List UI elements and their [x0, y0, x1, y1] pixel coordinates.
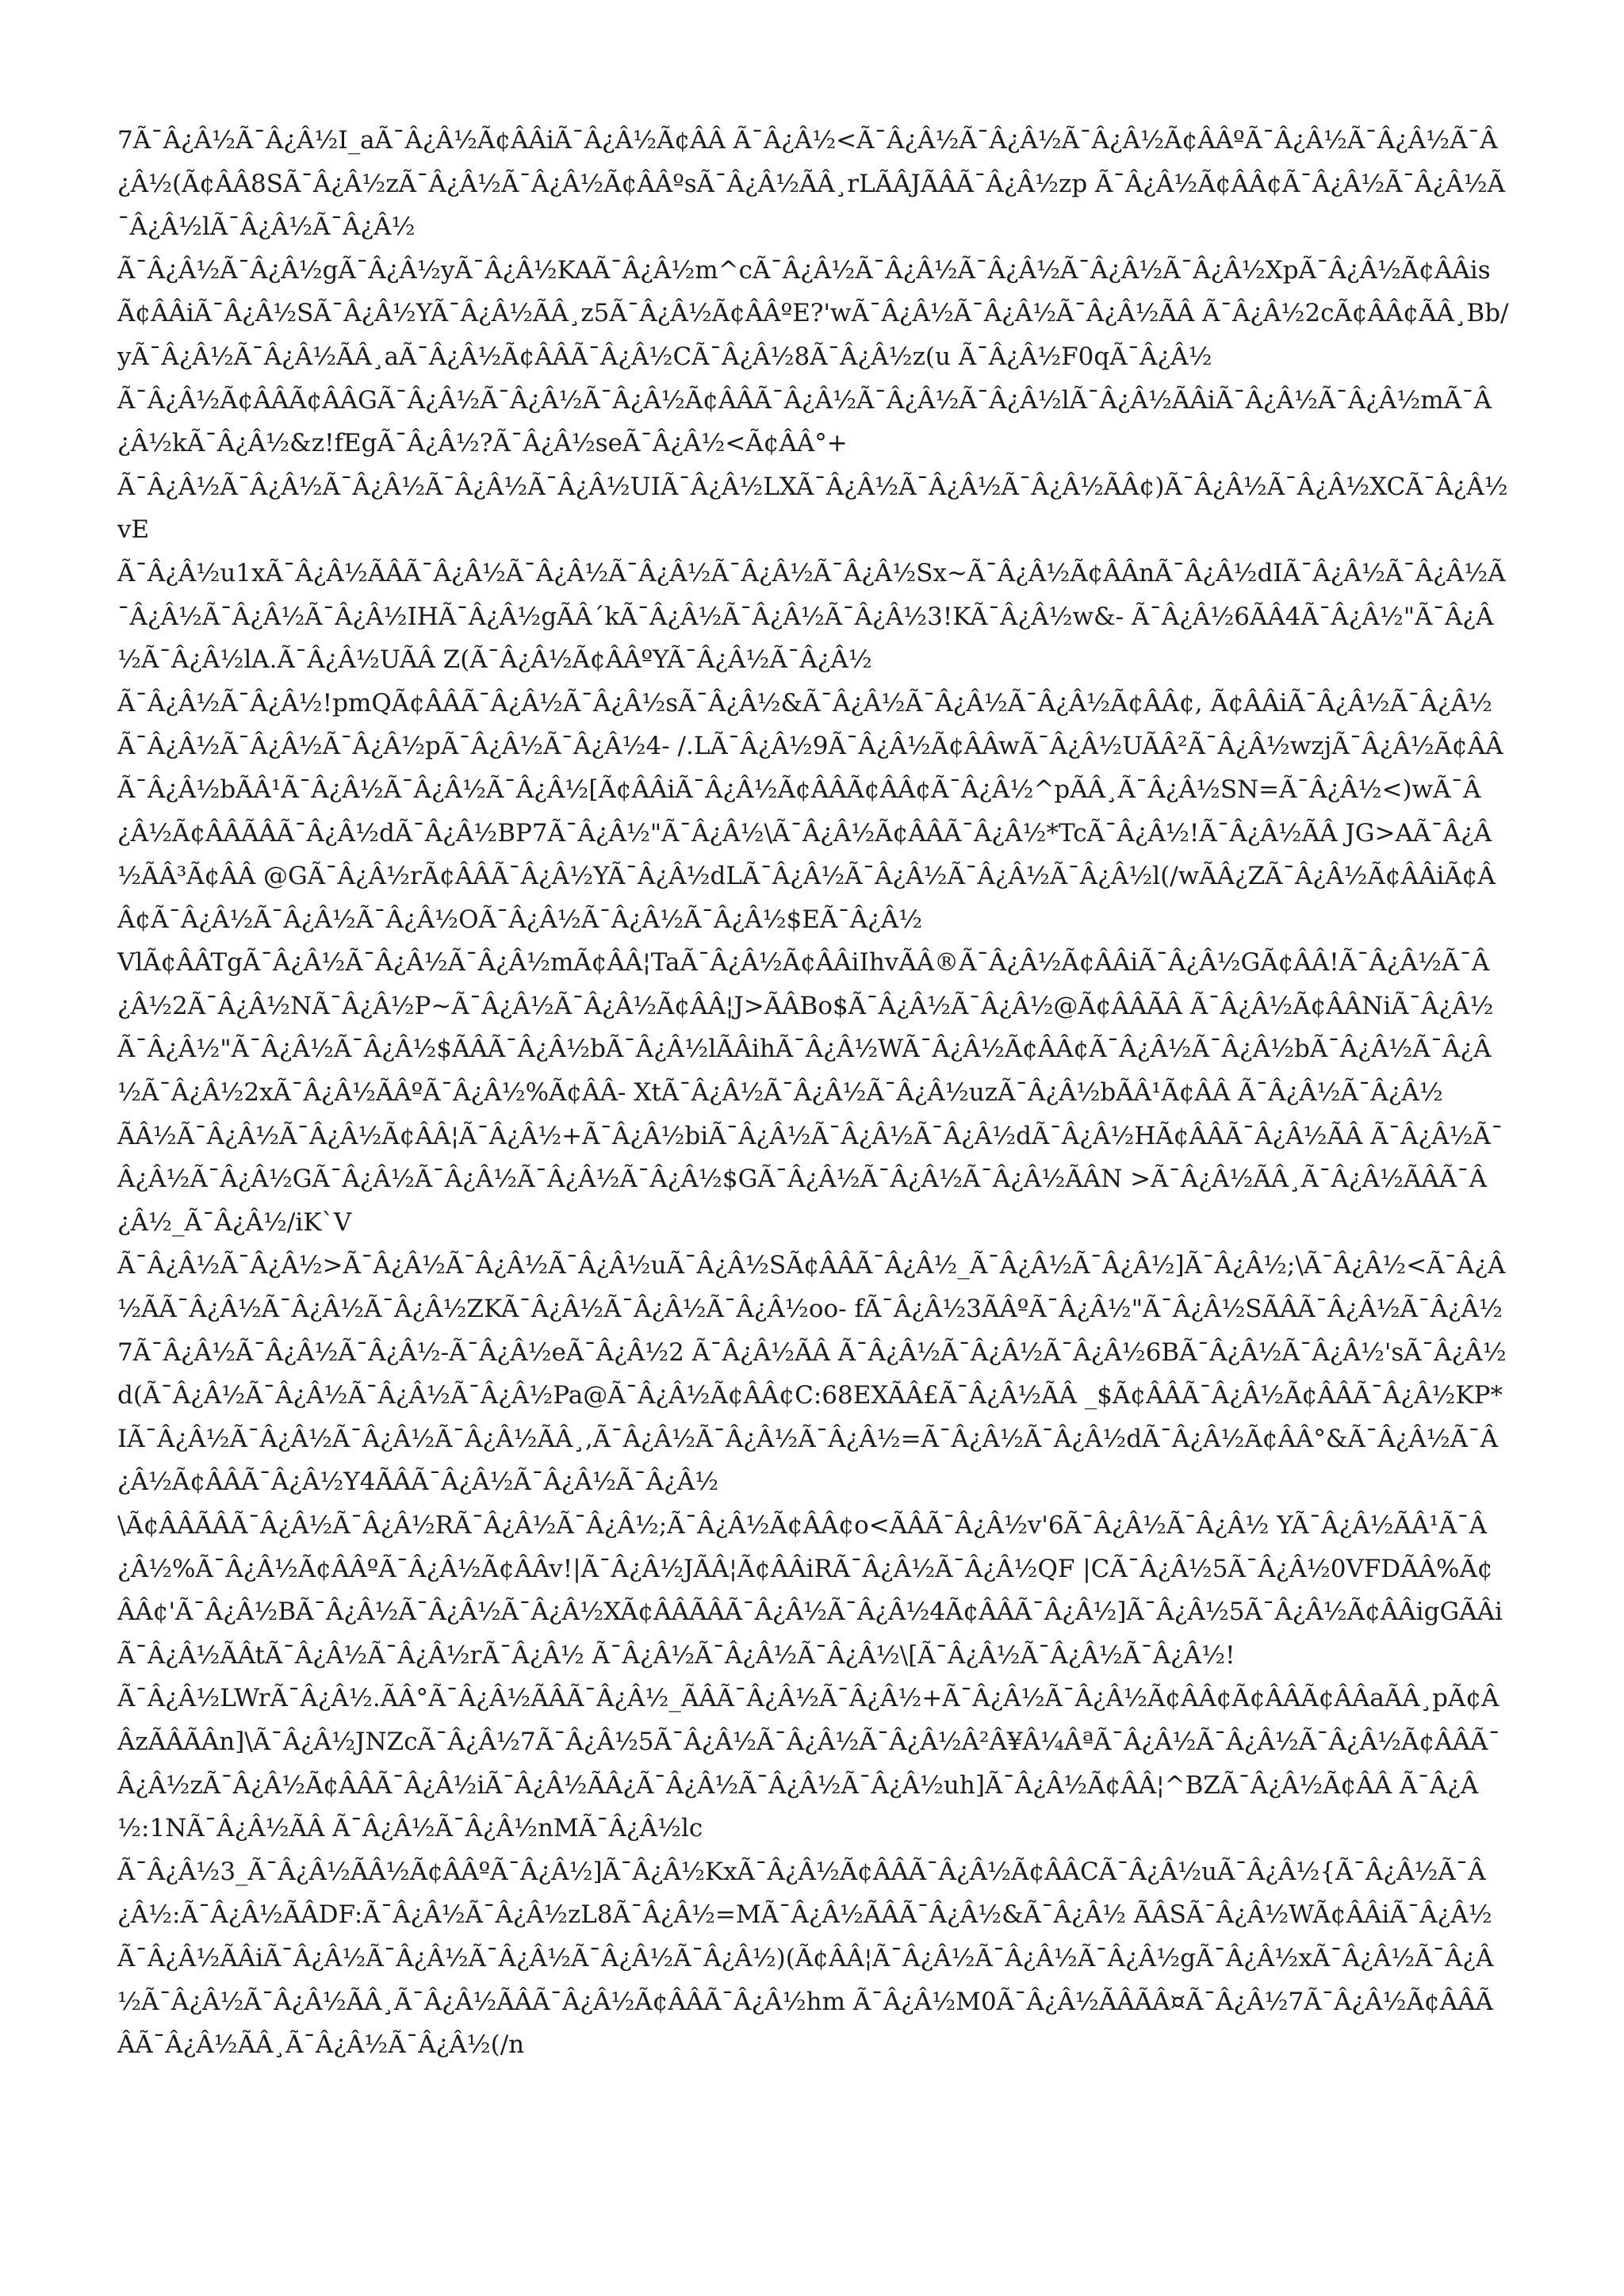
paragraph: Ã¯Â¿Â½3_Ã¯Â¿Â½ÃÂ½Ã¢ÂÂºÃ¯Â¿Â½]Ã¯Â¿Â½KxÃ¯Â¿Â½Ã¢ÂÂÃ¯Â¿Â½Ã¢ÂÂCÃ¯Â¿Â½uÃ¯Â¿Â½{Ã¯Â¿Â½Ã¯Â¿Â½:Ã¯Â¿Â½ÃÂDF:Ã¯Â¿Â½Ã¯Â¿Â½zL8Ã¯Â¿Â½=MÃ¯Â¿Â½ÃÂÃ¯Â¿Â½&Ã¯Â¿Â½ ÃÂSÃ¯Â¿Â½WÃ¢ÂÂiÃ¯Â¿Â½Ã¯Â¿Â½ÃÂiÃ¯Â¿Â½Ã¯Â¿Â½Ã¯Â¿Â½Ã¯Â¿Â½Ã¯Â¿Â½)(Ã¢ÂÂ¦Ã¯Â¿Â½Ã¯Â¿Â½Ã¯Â¿Â½gÃ¯Â¿Â½xÃ¯Â¿Â½Ã¯Â¿Â½Ã¯Â¿Â½Ã¯Â¿Â½ÃÂ¸Ã¯Â¿Â½ÃÂÃ¯Â¿Â½Ã¢ÂÂÃ¯Â¿Â½hm Ã¯Â¿Â½M0Ã¯Â¿Â½ÃÂÃÂ¤Ã¯Â¿Â½7Ã¯Â¿Â½Ã¢ÂÂÃÂÃ¯Â¿Â½ÃÂ¸Ã¯Â¿Â½Ã¯Â¿Â½(/n: [117, 1857, 1494, 2060]
paragraph: 7Ã¯Â¿Â½Ã¯Â¿Â½I_aÃ¯Â¿Â½Ã¢ÂÂiÃ¯Â¿Â½Ã¢ÂÂ Ã¯Â¿Â½<Ã¯Â¿Â½Ã¯Â¿Â½Ã¯Â¿Â½Ã¢ÂÂºÃ¯Â¿Â½Ã¯Â¿Â½Ã¯Â¿Â½(Ã¢ÂÂ8SÃ¯Â¿Â½zÃ¯Â¿Â½Ã¯Â¿Â½Ã¢ÂÂºsÃ¯Â¿Â½ÃÂ¸rLÃÂJÃÂÃ¯Â¿Â½zp Ã¯Â¿Â½Ã¢ÂÂ¢Ã¯Â¿Â½Ã¯Â¿Â½Ã¯Â¿Â½lÃ¯Â¿Â½Ã¯Â¿Â½: [117, 126, 1506, 242]
paragraph: Ã¯Â¿Â½Ã¯Â¿Â½>Ã¯Â¿Â½Ã¯Â¿Â½Ã¯Â¿Â½uÃ¯Â¿Â½SÃ¢ÂÂÃ¯Â¿Â½_Ã¯Â¿Â½Ã¯Â¿Â½]Ã¯Â¿Â½;\Ã¯Â¿Â½<Ã¯Â¿Â½ÃÃ¯Â¿Â½Ã¯Â¿Â½Ã¯Â¿Â½ZKÃ¯Â¿Â½Ã¯Â¿Â½Ã¯Â¿Â½oo- fÃ¯Â¿Â½3ÃÂºÃ¯Â¿Â½"Ã¯Â¿Â½SÃÂÃ¯Â¿Â½Ã¯Â¿Â½7Ã¯Â¿Â½Ã¯Â¿Â½Ã¯Â¿Â½-Ã¯Â¿Â½eÃ¯Â¿Â½2 Ã¯Â¿Â½ÃÂ Ã¯Â¿Â½Ã¯Â¿Â½Ã¯Â¿Â½6BÃ¯Â¿Â½Ã¯Â¿Â½'sÃ¯Â¿Â½d(Ã¯Â¿Â½Ã¯Â¿Â½Ã¯Â¿Â½Ã¯Â¿Â½Pa@Ã¯Â¿Â½Ã¢ÂÂ¢C:68EXÃÂ£Ã¯Â¿Â½ÃÂ _$Ã¢ÂÂÃ¯Â¿Â½Ã¢ÂÂÃ¯Â¿Â½KP*IÃ¯Â¿Â½Ã¯Â¿Â½Ã¯Â¿Â½Ã¯Â¿Â½ÃÂ¸,Ã¯Â¿Â½Ã¯Â¿Â½Ã¯Â¿Â½=Ã¯Â¿Â½Ã¯Â¿Â½dÃ¯Â¿Â½Ã¢ÂÂ°&Ã¯Â¿Â½Ã¯Â¿Â½Ã¢ÂÂÃ¯Â¿Â½Y4ÃÂÃ¯Â¿Â½Ã¯Â¿Â½Ã¯Â¿Â½: [117, 1251, 1507, 1497]
paragraph: Ã¯Â¿Â½LWrÃ¯Â¿Â½.ÃÂ°Ã¯Â¿Â½ÃÂÃ¯Â¿Â½_ÃÂÃ¯Â¿Â½Ã¯Â¿Â½+Ã¯Â¿Â½Ã¯Â¿Â½Ã¢ÂÂ¢Ã¢ÂÂÃ¢ÂÂaÃÂ¸pÃ¢ÂÂzÃÂÃÂn]\Ã¯Â¿Â½JNZcÃ¯Â¿Â½7Ã¯Â¿Â½5Ã¯Â¿Â½Ã¯Â¿Â½Ã¯Â¿Â½Â²Â¥Â¼ÂªÃ¯Â¿Â½Ã¯Â¿Â½Ã¯Â¿Â½Ã¢ÂÂÃ¯Â¿Â½zÃ¯Â¿Â½Ã¢ÂÂÃ¯Â¿Â½iÃ¯Â¿Â½ÃÂ¿Ã¯Â¿Â½Ã¯Â¿Â½Ã¯Â¿Â½uh]Ã¯Â¿Â½Ã¢ÂÂ¦^BZÃ¯Â¿Â½Ã¢ÂÂ Ã¯Â¿Â½:1NÃ¯Â¿Â½ÃÂ Ã¯Â¿Â½Ã¯Â¿Â½nMÃ¯Â¿Â½lc: [117, 1684, 1500, 1843]
paragraph: Ã¯Â¿Â½u1xÃ¯Â¿Â½ÃÂÃ¯Â¿Â½Ã¯Â¿Â½Ã¯Â¿Â½Ã¯Â¿Â½Ã¯Â¿Â½Sx~Ã¯Â¿Â½Ã¢ÂÂnÃ¯Â¿Â½dIÃ¯Â¿Â½Ã¯Â¿Â½Ã¯Â¿Â½Ã¯Â¿Â½Ã¯Â¿Â½IHÃ¯Â¿Â½gÃÂ´kÃ¯Â¿Â½Ã¯Â¿Â½Ã¯Â¿Â½3!KÃ¯Â¿Â½w&- Ã¯Â¿Â½6ÃÂ4Ã¯Â¿Â½"Ã¯Â¿Â½Ã¯Â¿Â½lA.Ã¯Â¿Â½UÃÂ Z(Ã¯Â¿Â½Ã¢ÂÂºYÃ¯Â¿Â½Ã¯Â¿Â½: [117, 558, 1506, 675]
paragraph: \Ã¢ÂÂÃÂÃ¯Â¿Â½Ã¯Â¿Â½RÃ¯Â¿Â½Ã¯Â¿Â½;Ã¯Â¿Â½Ã¢ÂÂ¢o<ÃÂÃ¯Â¿Â½v'6Ã¯Â¿Â½Ã¯Â¿Â½ YÃ¯Â¿Â½ÃÂ¹Ã¯Â¿Â½%Ã¯Â¿Â½Ã¢ÂÂºÃ¯Â¿Â½Ã¢ÂÂv!|Ã¯Â¿Â½JÃÂ¦Ã¢ÂÂiRÃ¯Â¿Â½Ã¯Â¿Â½QF |CÃ¯Â¿Â½5Ã¯Â¿Â½0VFDÃÂ%Ã¢ÂÂ¢'Ã¯Â¿Â½BÃ¯Â¿Â½Ã¯Â¿Â½Ã¯Â¿Â½XÃ¢ÂÂÃÂÃ¯Â¿Â½Ã¯Â¿Â½4Ã¢ÂÂÃ¯Â¿Â½]Ã¯Â¿Â½5Ã¯Â¿Â½Ã¢ÂÂigGÃÂiÃ¯Â¿Â½ÃÂtÃ¯Â¿Â½Ã¯Â¿Â½rÃ¯Â¿Â½ Ã¯Â¿Â½Ã¯Â¿Â½Ã¯Â¿Â½\[Ã¯Â¿Â½Ã¯Â¿Â½Ã¯Â¿Â½!: [117, 1511, 1503, 1670]
paragraph: Ã¯Â¿Â½Ã¯Â¿Â½!pmQÃ¢ÂÂÃ¯Â¿Â½Ã¯Â¿Â½sÃ¯Â¿Â½&Ã¯Â¿Â½Ã¯Â¿Â½Ã¯Â¿Â½Ã¢ÂÂ¢, Ã¢ÂÂiÃ¯Â¿Â½Ã¯Â¿Â½Ã¯Â¿Â½Ã¯Â¿Â½Ã¯Â¿Â½pÃ¯Â¿Â½Ã¯Â¿Â½4- /.LÃ¯Â¿Â½9Ã¯Â¿Â½Ã¢ÂÂwÃ¯Â¿Â½UÃÂ²Ã¯Â¿Â½wzjÃ¯Â¿Â½Ã¢ÂÂÃ¯Â¿Â½bÃÂ¹Ã¯Â¿Â½Ã¯Â¿Â½Ã¯Â¿Â½[Ã¢ÂÂiÃ¯Â¿Â½Ã¢ÂÂÃ¢ÂÂ¢Ã¯Â¿Â½^pÃÂ¸Ã¯Â¿Â½SN=Ã¯Â¿Â½<)wÃ¯Â¿Â½Ã¢ÂÂÃÂÃ¯Â¿Â½dÃ¯Â¿Â½BP7Ã¯Â¿Â½"Ã¯Â¿Â½\Ã¯Â¿Â½Ã¢ÂÂÃ¯Â¿Â½*TcÃ¯Â¿Â½!Ã¯Â¿Â½ÃÂ JG>AÃ¯Â¿Â½ÃÂ³Ã¢ÂÂ @GÃ¯Â¿Â½rÃ¢ÂÂÃ¯Â¿Â½YÃ¯Â¿Â½dLÃ¯Â¿Â½Ã¯Â¿Â½Ã¯Â¿Â½Ã¯Â¿Â½l(/wÃÂ¿ZÃ¯Â¿Â½Ã¢ÂÂiÃ¢ÂÂ¢Ã¯Â¿Â½Ã¯Â¿Â½Ã¯Â¿Â½OÃ¯Â¿Â½Ã¯Â¿Â½Ã¯Â¿Â½$EÃ¯Â¿Â½: [117, 688, 1503, 934]
paragraph: Ã¯Â¿Â½Ã¯Â¿Â½gÃ¯Â¿Â½yÃ¯Â¿Â½KAÃ¯Â¿Â½m^cÃ¯Â¿Â½Ã¯Â¿Â½Ã¯Â¿Â½Ã¯Â¿Â½Ã¯Â¿Â½XpÃ¯Â¿Â½Ã¢ÂÂisÃ¢ÂÂiÃ¯Â¿Â½SÃ¯Â¿Â½YÃ¯Â¿Â½ÃÂ¸z5Ã¯Â¿Â½Ã¢ÂÂºE?'wÃ¯Â¿Â½Ã¯Â¿Â½Ã¯Â¿Â½ÃÂ Ã¯Â¿Â½2cÃ¢ÂÂ¢ÃÂ¸Bb/yÃ¯Â¿Â½Ã¯Â¿Â½ÃÂ¸aÃ¯Â¿Â½Ã¢ÂÂÃ¯Â¿Â½CÃ¯Â¿Â½8Ã¯Â¿Â½z(u Ã¯Â¿Â½F0qÃ¯Â¿Â½: [117, 255, 1509, 371]
paragraph: Ã¯Â¿Â½Ã¯Â¿Â½Ã¯Â¿Â½Ã¯Â¿Â½Ã¯Â¿Â½UIÃ¯Â¿Â½LXÃ¯Â¿Â½Ã¯Â¿Â½Ã¯Â¿Â½ÃÂ¢)Ã¯Â¿Â½Ã¯Â¿Â½XCÃ¯Â¿Â½vE: [117, 472, 1508, 545]
paragraph: VlÃ¢ÂÂTgÃ¯Â¿Â½Ã¯Â¿Â½Ã¯Â¿Â½mÃ¢ÂÂ¦TaÃ¯Â¿Â½Ã¢ÂÂiIhvÃÂ®Ã¯Â¿Â½Ã¢ÂÂiÃ¯Â¿Â½GÃ¢ÂÂ!Ã¯Â¿Â½Ã¯Â¿Â½2Ã¯Â¿Â½NÃ¯Â¿Â½P~Ã¯Â¿Â½Ã¯Â¿Â½Ã¢ÂÂ¦J>ÃÂBo$Ã¯Â¿Â½Ã¯Â¿Â½@Ã¢ÂÂÃÂ Ã¯Â¿Â½Ã¢ÂÂNiÃ¯Â¿Â½Ã¯Â¿Â½"Ã¯Â¿Â½Ã¯Â¿Â½$ÃÂÃ¯Â¿Â½bÃ¯Â¿Â½lÃÂihÃ¯Â¿Â½WÃ¯Â¿Â½Ã¢ÂÂ¢Ã¯Â¿Â½Ã¯Â¿Â½bÃ¯Â¿Â½Ã¯Â¿Â½Ã¯Â¿Â½2xÃ¯Â¿Â½ÃÂºÃ¯Â¿Â½%Ã¢ÂÂ- XtÃ¯Â¿Â½Ã¯Â¿Â½Ã¯Â¿Â½uzÃ¯Â¿Â½bÃÂ¹Ã¢ÂÂ Ã¯Â¿Â½Ã¯Â¿Â½: [117, 948, 1494, 1108]
document-body-text: [117, 119, 1510, 2067]
paragraph: ÃÂ½Ã¯Â¿Â½Ã¯Â¿Â½Ã¢ÂÂ¦Ã¯Â¿Â½+Ã¯Â¿Â½biÃ¯Â¿Â½Ã¯Â¿Â½Ã¯Â¿Â½dÃ¯Â¿Â½HÃ¢ÂÂÃ¯Â¿Â½ÃÂ Ã¯Â¿Â½Ã¯Â¿Â½Ã¯Â¿Â½GÃ¯Â¿Â½Ã¯Â¿Â½Ã¯Â¿Â½Ã¯Â¿Â½$GÃ¯Â¿Â½Ã¯Â¿Â½Ã¯Â¿Â½ÃÂN >Ã¯Â¿Â½ÃÂ¸Ã¯Â¿Â½ÃÂÃ¯Â¿Â½_Ã¯Â¿Â½/iK`V: [117, 1121, 1503, 1237]
paragraph: Ã¯Â¿Â½Ã¢ÂÂÃ¢ÂÂGÃ¯Â¿Â½Ã¯Â¿Â½Ã¯Â¿Â½Ã¢ÂÂÃ¯Â¿Â½Ã¯Â¿Â½Ã¯Â¿Â½lÃ¯Â¿Â½ÃÂiÃ¯Â¿Â½Ã¯Â¿Â½mÃ¯Â¿Â½kÃ¯Â¿Â½&z!fEgÃ¯Â¿Â½?Ã¯Â¿Â½seÃ¯Â¿Â½<Ã¢ÂÂ°+: [117, 385, 1492, 458]
